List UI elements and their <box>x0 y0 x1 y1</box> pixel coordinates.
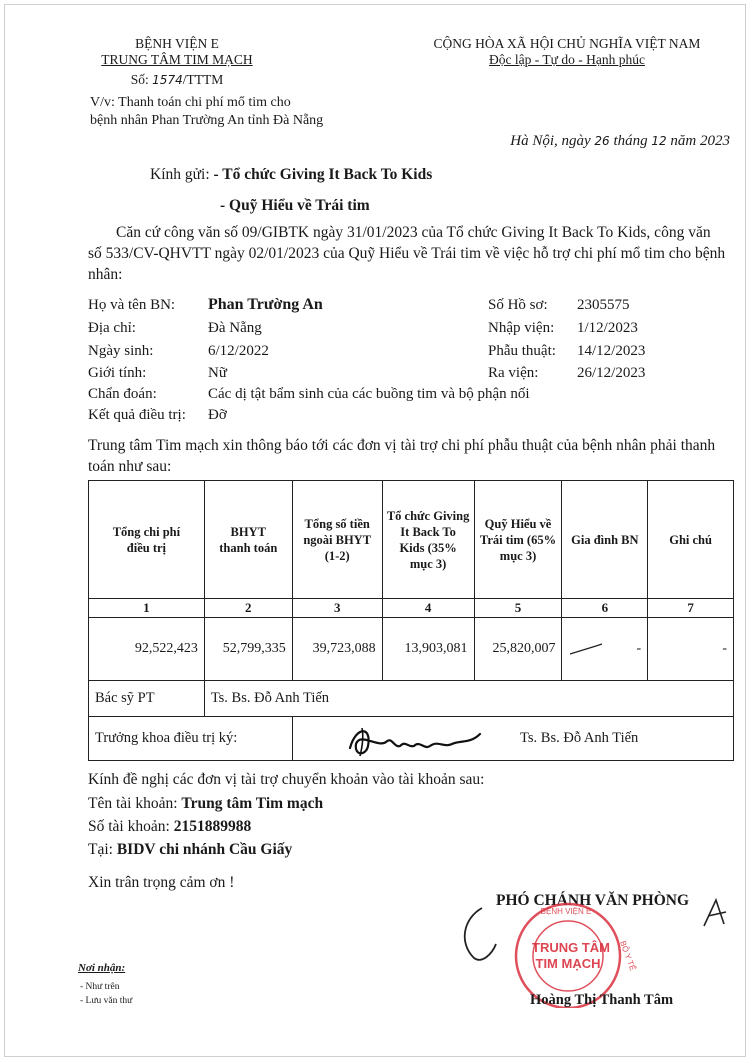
intro-paragraph: Căn cứ công văn số 09/GIBTK ngày 31/01/2023 của Tổ chức Giving It Back To Kids, công văn số 533/CV-QHVTT ngày 02/01/2023 của Quỹ Hiểu về Trái tim về việc hỗ trợ chi phí mổ tim cho bệnh nhân: <box>88 224 726 283</box>
doc-number-handwritten: 1574 <box>152 73 183 87</box>
surgeon-name: Ts. Bs. Đỗ Anh Tiến <box>204 681 733 717</box>
col-number: 3 <box>292 599 382 618</box>
signer-title: PHÓ CHÁNH VĂN PHÒNG <box>496 892 690 909</box>
head-signature <box>342 718 492 764</box>
bank-name: BIDV chi nhánh Cầu Giấy <box>116 841 293 858</box>
discharge-date: 26/12/2023 <box>577 365 646 381</box>
footer-recipient-item: - Lưu văn thư <box>80 996 133 1006</box>
patient-name: Phan Trường An <box>208 296 323 313</box>
subject <box>90 94 323 130</box>
admit-date: 1/12/2023 <box>577 320 638 336</box>
col-header-bhyt: BHYT thanh toán <box>204 481 292 599</box>
surgeon-row <box>89 681 734 717</box>
surgery-date: 14/12/2023 <box>577 343 646 359</box>
col-number: 4 <box>382 599 474 618</box>
file-number: 2305575 <box>577 297 630 313</box>
col-header-total: Tổng chi phí điều trị <box>89 481 205 599</box>
col-header-gibtk: Tổ chức Giving It Back To Kids (35% mục 3) <box>382 481 474 599</box>
handwritten-dash-mark <box>568 640 604 660</box>
surgeon-label: Bác sỹ PT <box>89 681 205 717</box>
subject-line-2: bệnh nhân Phan Trường An tỉnh Đà Nẵng <box>90 113 324 128</box>
footer-recipient-item: - Như trên <box>80 982 120 992</box>
diagnosis-label: Chẩn đoán: <box>88 386 157 402</box>
value-note: - <box>648 618 734 681</box>
col-number: 2 <box>204 599 292 618</box>
table-header-row <box>89 481 734 599</box>
sex-label: Giới tính: <box>88 365 147 381</box>
footer-recipients-label: Nơi nhận: <box>78 962 126 974</box>
address-label: Địa chỉ: <box>88 320 136 336</box>
value-fund: 25,820,007 <box>474 618 562 681</box>
value-gibtk: 13,903,081 <box>382 618 474 681</box>
subject-line-1: V/v: Thanh toán chi phí mổ tim cho <box>90 95 291 110</box>
col-number: 6 <box>562 599 648 618</box>
patient-result: Đỡ <box>208 407 227 423</box>
value-family: - <box>562 618 648 681</box>
col-header-family: Gia đình BN <box>562 481 648 599</box>
nation-motto: Độc lập - Tự do - Hạnh phúc <box>489 52 645 67</box>
result-label: Kết quả điều trị: <box>88 407 186 423</box>
nation-name: CỘNG HÒA XÃ HỘI CHỦ NGHĨA VIỆT NAM <box>433 36 701 51</box>
patient-dob: 6/12/2022 <box>208 343 269 359</box>
dob-label: Ngày sinh: <box>88 343 154 359</box>
col-number: 5 <box>474 599 562 618</box>
col-header-note: Ghi chú <box>648 481 734 599</box>
stamp-ring-side: BỘ Y TẾ <box>618 939 638 972</box>
bank-intro: Kính đề nghị các đơn vị tài trợ chuyển khoản vào tài khoản sau: <box>88 771 485 788</box>
doc-number: Số: 1574/TTTM <box>130 72 224 87</box>
value-total: 92,522,423 <box>89 618 205 681</box>
col-header-fund: Quỹ Hiểu về Trái tim (65% mục 3) <box>474 481 562 599</box>
surgery-label: Phẫu thuật: <box>488 343 556 359</box>
account-number-line: Số tài khoản: 2151889988 <box>88 818 252 835</box>
stamp-line-1: TRUNG TÂM <box>532 940 610 955</box>
signer-name: Hoàng Thị Thanh Tâm <box>530 992 674 1008</box>
patient-diagnosis: Các dị tật bẩm sinh của các buồng tim và bộ phận nối <box>208 386 530 402</box>
value-bhyt: 52,799,335 <box>204 618 292 681</box>
stamp-ring-top: BỆNH VIỆN E <box>540 907 592 916</box>
center-name: TRUNG TÂM TIM MẠCH <box>101 52 253 67</box>
file-label: Số Hồ sơ: <box>488 297 548 313</box>
col-header-out-of-pocket: Tổng số tiền ngoài BHYT (1-2) <box>292 481 382 599</box>
discharge-label: Ra viện: <box>488 365 539 381</box>
bank-line: Tại: BIDV chi nhánh Cầu Giấy <box>88 841 293 858</box>
nation-header <box>402 36 732 68</box>
stamp-line-2: TIM MẠCH <box>535 956 601 971</box>
name-label: Họ và tên BN: <box>88 297 176 313</box>
head-label: Trưởng khoa điều trị ký: <box>89 717 293 761</box>
patient-address: Đà Nẵng <box>208 320 262 336</box>
signer-initial-mark <box>700 896 736 930</box>
thanks: Xin trân trọng cảm ơn ! <box>88 874 235 891</box>
col-number: 1 <box>89 599 205 618</box>
recipient-1: - Tổ chức Giving It Back To Kids <box>213 166 433 183</box>
hospital-header <box>62 36 292 88</box>
notice-paragraph: Trung tâm Tim mạch xin thông báo tới các đơn vị tài trợ chi phí phẫu thuật của bệnh nhân phải thanh toán như sau: <box>88 437 716 475</box>
account-name: Trung tâm Tim mạch <box>181 795 324 812</box>
account-name-line: Tên tài khoản: Trung tâm Tim mạch <box>88 795 324 812</box>
col-number: 7 <box>648 599 734 618</box>
document-date: Hà Nội, ngày 26 tháng 12 năm 2023 <box>510 133 730 149</box>
recipients-label: Kính gửi: <box>150 166 210 183</box>
account-number: 2151889988 <box>173 818 252 835</box>
table-number-row <box>89 599 734 618</box>
recipient-2: - Quỹ Hiểu về Trái tim <box>220 197 370 214</box>
recipients <box>150 166 432 184</box>
head-name: Ts. Bs. Đỗ Anh Tiến <box>474 717 733 761</box>
patient-sex: Nữ <box>208 365 227 381</box>
hospital-name: BỆNH VIỆN E <box>135 36 219 51</box>
admit-label: Nhập viện: <box>488 320 555 336</box>
value-out-of-pocket: 39,723,088 <box>292 618 382 681</box>
table-value-row <box>89 618 734 681</box>
